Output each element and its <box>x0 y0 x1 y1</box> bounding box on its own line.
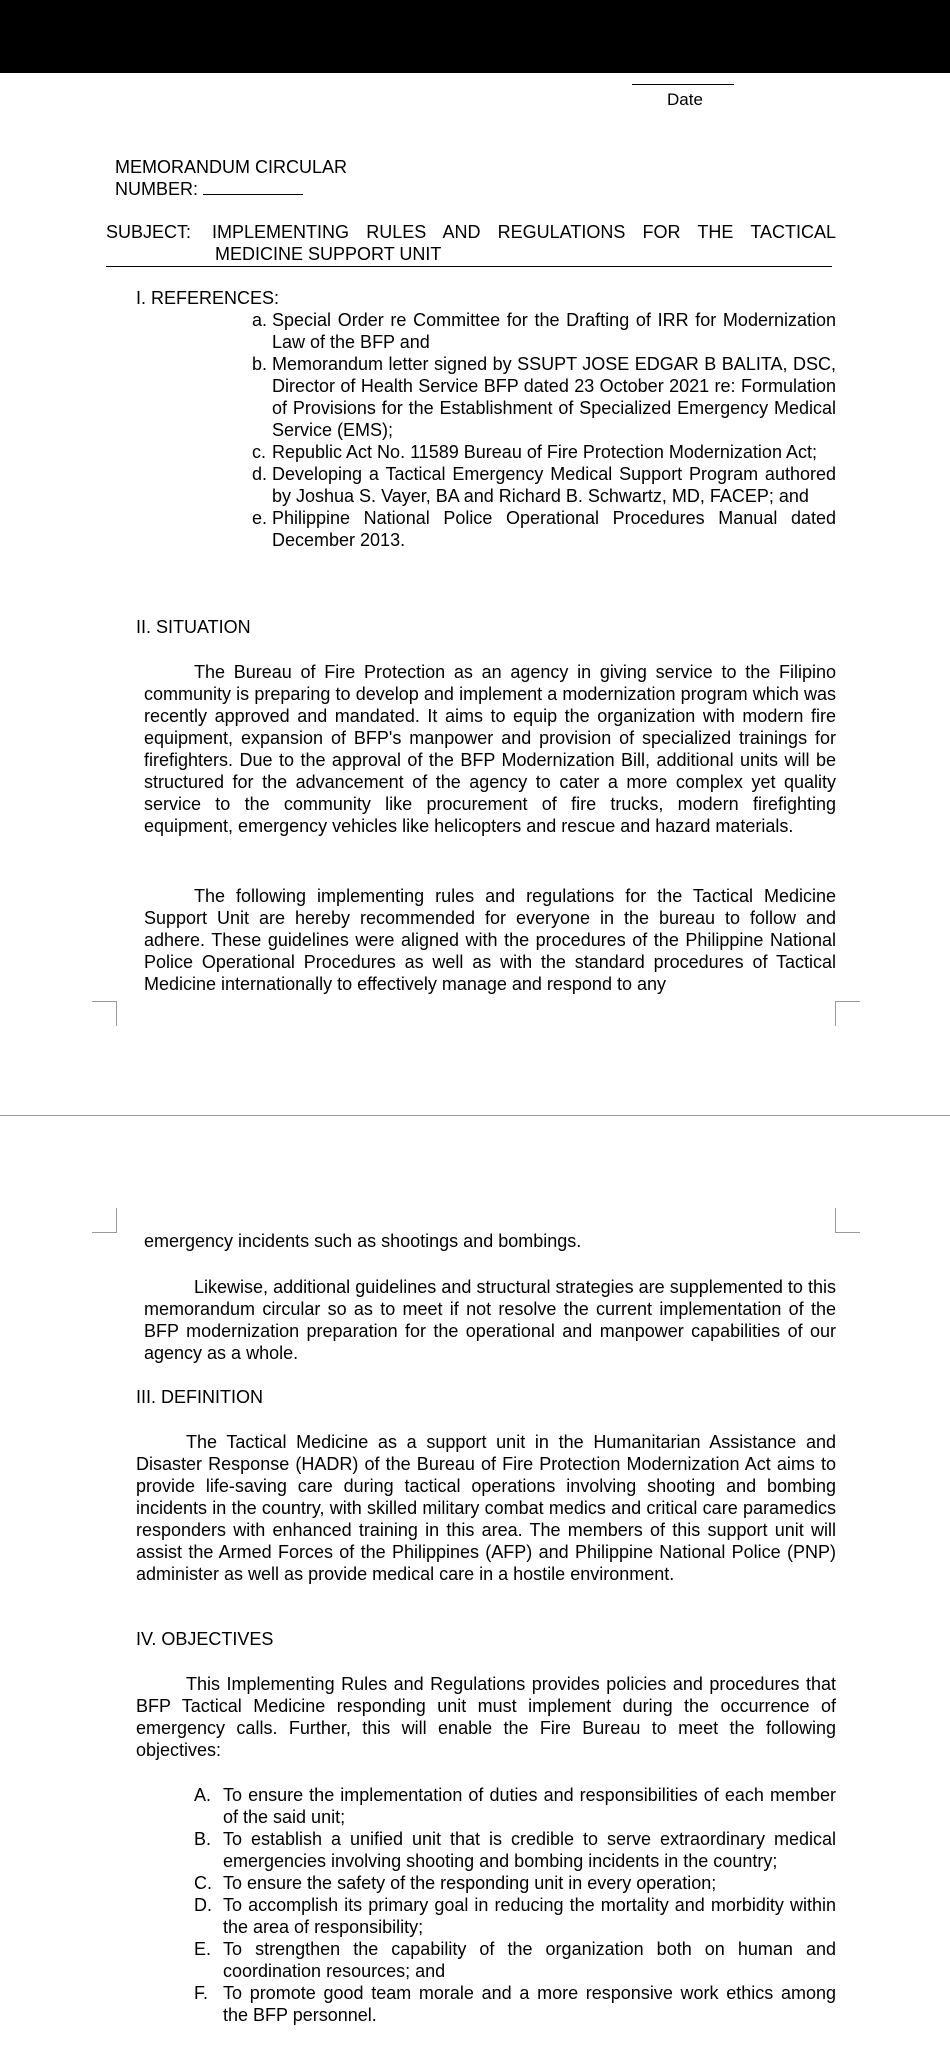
reference-item-e: e. Philippine National Police Operational Procedures Manual dated December 2013. <box>252 508 836 550</box>
number-blank <box>203 178 303 195</box>
subject-line-1: IMPLEMENTING RULES AND REGULATIONS FOR THE TACTICAL <box>212 222 836 242</box>
memo-number <box>115 178 347 200</box>
page-corner-bottom-left <box>92 1001 117 1026</box>
objective-item-a: A. To ensure the implementation of duties and responsibilities of each member of the said unit; <box>194 1785 836 1827</box>
objective-item-d: D. To accomplish its primary goal in reducing the mortality and morbidity within the area of responsibility; <box>194 1895 836 1937</box>
page-corner-top-left <box>92 1208 117 1233</box>
objectives-list <box>194 1784 836 2026</box>
page-break-line <box>0 1115 950 1116</box>
situation-paragraph-3: Likewise, additional guidelines and structural strategies are supplemented to this memorandum circular so as to meet if not resolve the current implementation of the BFP modernization preparation for the operational and manpower capabilities of our agency as a whole. <box>144 1277 836 1363</box>
objectives-intro: This Implementing Rules and Regulations provides policies and procedures that BFP Tactical Medicine responding unit must implement during the occurrence of emergency calls. Further, this will enable the Fire Bureau to meet the following objectives: <box>136 1674 836 1760</box>
subject-underline <box>106 266 832 267</box>
memo-header <box>115 156 347 200</box>
date-label: Date <box>667 90 703 109</box>
objective-item-f: F. To promote good team morale and a more responsive work ethics among the BFP personnel. <box>194 1983 836 2025</box>
references-list <box>252 309 836 551</box>
date-signature-line <box>632 84 734 85</box>
reference-item-b: b. Memorandum letter signed by SSUPT JOSE EDGAR B BALITA, DSC, Director of Health Service BFP dated 23 October 2021 re: Formulation of Provisions for the Establishment of Specialized Emergency Medical Service (EMS); <box>252 354 836 440</box>
subject-line-2: MEDICINE SUPPORT UNIT <box>215 244 442 264</box>
situation-paragraph-2-continued: emergency incidents such as shootings and bombings. <box>144 1231 582 1251</box>
number-label: NUMBER: <box>115 179 199 199</box>
situation-paragraph-1: The Bureau of Fire Protection as an agency in giving service to the Filipino community is preparing to develop and implement a modernization program which was recently approved and mandated. It aims to equip the organization with modern fire equipment, expansion of BFP's manpower and provision of specialized trainings for firefighters. Due to the approval of the BFP Modernization Bill, additional units will be structured for the advancement of the agency to cater a more complex yet quality service to the community like procurement of fire trucks, modern firefighting equipment, emergency vehicles like helicopters and rescue and hazard materials. <box>144 662 836 836</box>
page-corner-bottom-right <box>835 1001 860 1026</box>
reference-item-d: d. Developing a Tactical Emergency Medical Support Program authored by Joshua S. Vayer, BA and Richard B. Schwartz, MD, FACEP; and <box>252 464 836 506</box>
subject-label: SUBJECT: <box>106 222 192 242</box>
situation-paragraph-2: The following implementing rules and regulations for the Tactical Medicine Support Unit are hereby recommended for everyone in the bureau to follow and adhere. These guidelines were aligned with the procedures of the Philippine National Police Operational Procedures as well as with the standard procedures of Tactical Medicine internationally to effectively manage and respond to any <box>144 886 836 994</box>
page-corner-top-right <box>835 1208 860 1233</box>
top-black-bar <box>0 0 950 73</box>
objective-item-e: E. To strengthen the capability of the organization both on human and coordination resources; and <box>194 1939 836 1981</box>
situation-heading: II. SITUATION <box>136 617 251 637</box>
subject-row <box>106 221 836 243</box>
references-heading: I. REFERENCES: <box>136 288 280 308</box>
memo-title: MEMORANDUM CIRCULAR <box>115 157 348 177</box>
subject-block <box>106 221 836 265</box>
objective-item-b: B. To establish a unified unit that is credible to serve extraordinary medical emergencies involving shooting and bombing incidents in the country; <box>194 1829 836 1871</box>
definition-paragraph: The Tactical Medicine as a support unit in the Humanitarian Assistance and Disaster Response (HADR) of the Bureau of Fire Protection Modernization Act aims to provide life-saving care during tactical operations involving shooting and bombing incidents in the country, with skilled military combat medics and critical care paramedics responders with enhanced training in this area. The members of this support unit will assist the Armed Forces of the Philippines (AFP) and Philippine National Police (PNP) administer as well as provide medical care in a hostile environment. <box>136 1432 836 1584</box>
objective-item-c: C. To ensure the safety of the responding unit in every operation; <box>194 1873 717 1893</box>
objectives-heading: IV. OBJECTIVES <box>136 1629 274 1649</box>
reference-item-a: a. Special Order re Committee for the Drafting of IRR for Modernization Law of the BFP and <box>252 310 836 352</box>
reference-item-c: c. Republic Act No. 11589 Bureau of Fire Protection Modernization Act; <box>252 442 817 462</box>
definition-heading: III. DEFINITION <box>136 1387 264 1407</box>
